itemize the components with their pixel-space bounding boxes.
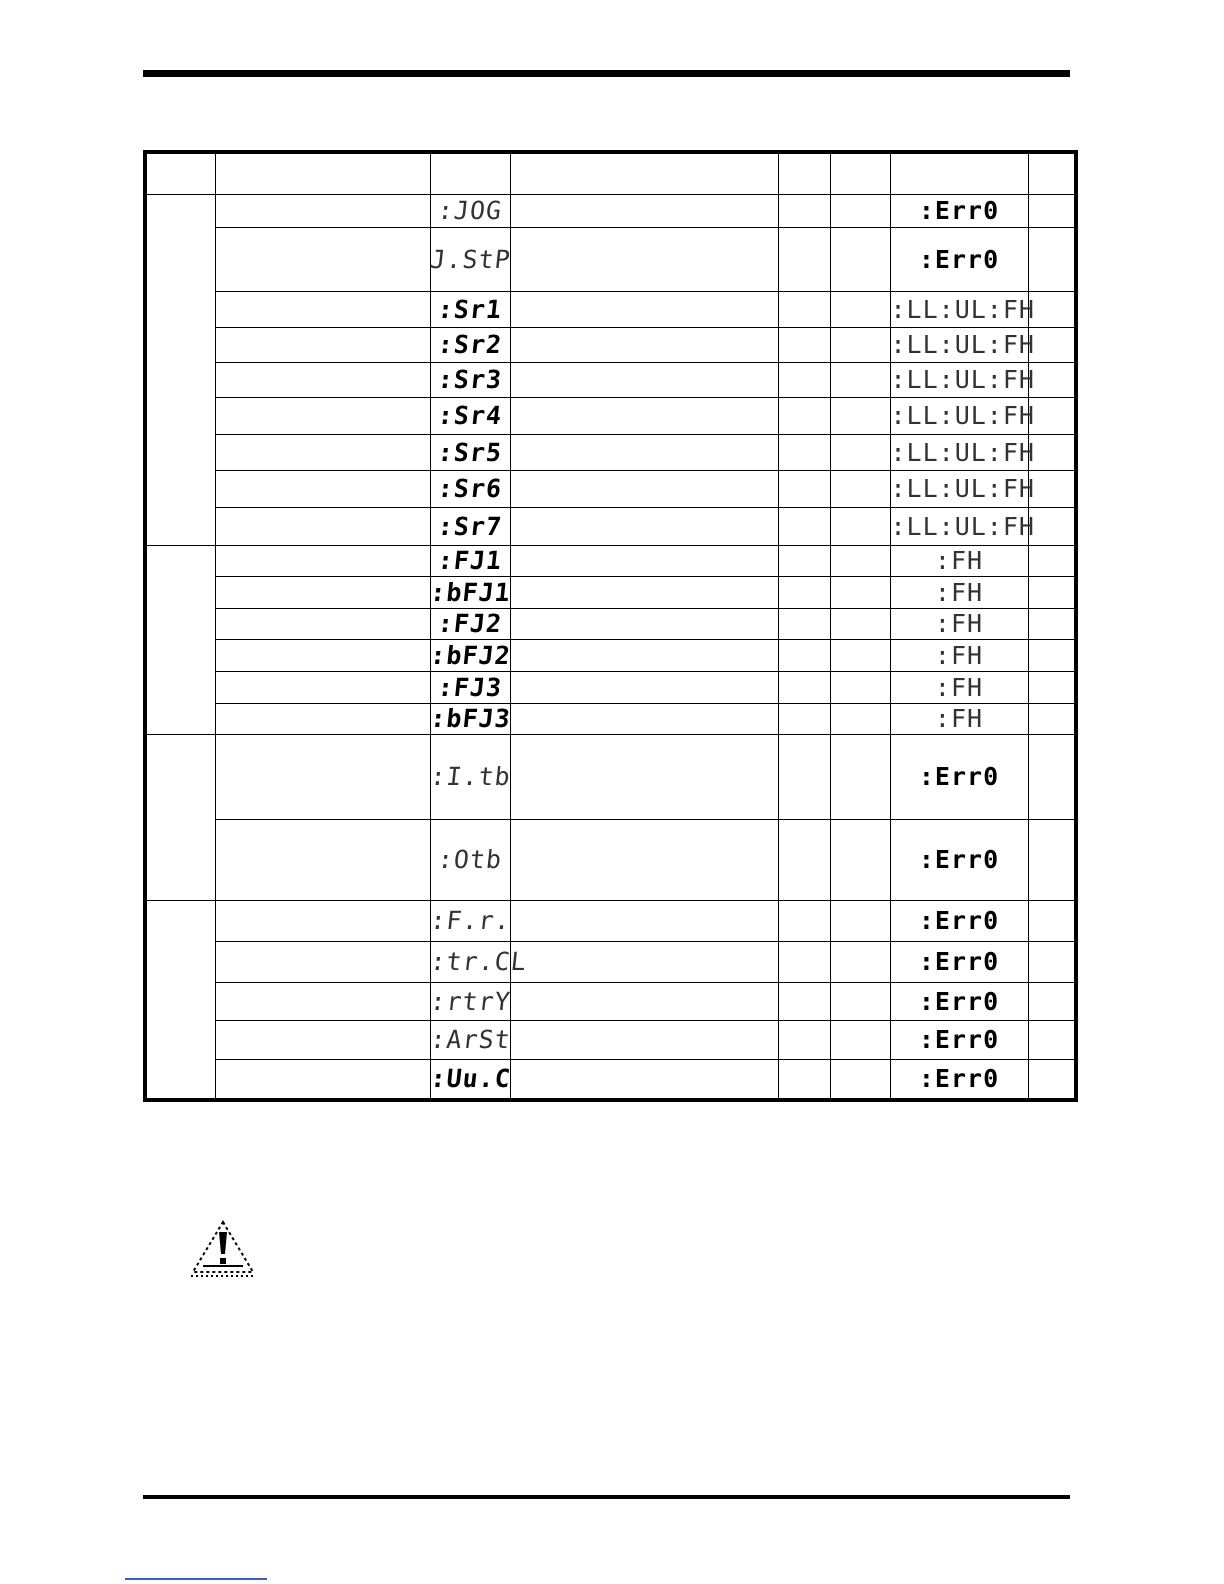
footer-rule <box>143 1495 1070 1499</box>
group-cell <box>145 734 215 900</box>
description-cell <box>510 1020 778 1059</box>
parameter-code: :FJ2 <box>428 608 511 639</box>
ref-cell <box>1028 608 1076 639</box>
table-row <box>145 470 1076 507</box>
table-row <box>145 734 1076 819</box>
range-cell <box>830 982 890 1020</box>
parameter-code: :F.r. <box>428 900 512 941</box>
description-cell <box>510 982 778 1020</box>
description-cell <box>510 327 778 362</box>
table-row <box>145 576 1076 608</box>
ref-cell <box>1028 327 1076 362</box>
group-cell <box>145 545 215 734</box>
parameter-code: :bFJ3 <box>428 704 513 733</box>
function-cell <box>215 703 430 734</box>
setting-value: :Err0 <box>890 227 1028 291</box>
description-cell <box>510 470 778 507</box>
range-cell <box>830 703 890 734</box>
ref-cell <box>1028 900 1076 941</box>
unit-cell <box>778 734 830 819</box>
parameter-code: :rtrY <box>428 982 512 1020</box>
description-cell <box>510 397 778 434</box>
range-cell <box>830 291 890 327</box>
parameter-code: :Uu.C <box>428 1059 512 1100</box>
table-row <box>145 941 1076 982</box>
table-row <box>145 362 1076 397</box>
function-cell <box>215 734 430 819</box>
table-row <box>145 227 1076 291</box>
setting-value: :Err0 <box>890 1020 1028 1059</box>
function-cell <box>215 545 430 576</box>
parameter-code: :JOG <box>428 194 511 227</box>
range-cell <box>830 819 890 900</box>
unit-cell <box>778 941 830 982</box>
unit-cell <box>778 703 830 734</box>
unit-cell <box>778 227 830 291</box>
ref-cell <box>1028 362 1076 397</box>
setting-value: :LL:UL:FH <box>890 291 1028 327</box>
table-row <box>145 397 1076 434</box>
setting-value: :FH <box>890 703 1028 734</box>
setting-value: :LL:UL:FH <box>890 327 1028 362</box>
description-cell <box>510 362 778 397</box>
unit-cell <box>778 194 830 227</box>
ref-cell <box>1028 194 1076 227</box>
table-row <box>145 982 1076 1020</box>
ref-cell <box>1028 507 1076 545</box>
parameter-code: :Sr3 <box>428 362 512 397</box>
range-cell <box>830 194 890 227</box>
description-cell <box>510 1059 778 1100</box>
table-row <box>145 819 1076 900</box>
function-cell <box>215 194 430 227</box>
range-cell <box>830 362 890 397</box>
table-row <box>145 671 1076 703</box>
function-cell <box>215 941 430 982</box>
unit-cell <box>778 608 830 639</box>
table-row <box>145 1059 1076 1100</box>
header-cell <box>1028 152 1076 194</box>
parameter-table <box>143 150 1078 1102</box>
range-cell <box>830 397 890 434</box>
function-cell <box>215 819 430 900</box>
unit-cell <box>778 397 830 434</box>
parameter-code: :Sr6 <box>428 470 512 507</box>
function-cell <box>215 291 430 327</box>
setting-value: :Err0 <box>890 900 1028 941</box>
range-cell <box>830 734 890 819</box>
unit-cell <box>778 470 830 507</box>
range-cell <box>830 576 890 608</box>
header-cell <box>215 152 430 194</box>
table-row <box>145 291 1076 327</box>
setting-value: :FH <box>890 671 1028 703</box>
header-cell <box>830 152 890 194</box>
header-cell <box>510 152 778 194</box>
parameter-code: :Sr7 <box>428 507 512 545</box>
function-cell <box>215 1059 430 1100</box>
ref-cell <box>1028 703 1076 734</box>
group-cell <box>145 194 215 545</box>
ref-cell <box>1028 734 1076 819</box>
ref-cell <box>1028 982 1076 1020</box>
function-cell <box>215 1020 430 1059</box>
table-row <box>145 327 1076 362</box>
range-cell <box>830 671 890 703</box>
description-cell <box>510 900 778 941</box>
header-cell <box>430 152 510 194</box>
description-cell <box>510 545 778 576</box>
header-rule <box>143 70 1070 77</box>
function-cell <box>215 982 430 1020</box>
setting-value: :Err0 <box>890 941 1028 982</box>
header-cell <box>890 152 1028 194</box>
ref-cell <box>1028 819 1076 900</box>
header-cell <box>145 152 215 194</box>
parameter-code: :bFJ2 <box>428 640 513 670</box>
function-cell <box>215 608 430 639</box>
ref-cell <box>1028 1059 1076 1100</box>
function-cell <box>215 327 430 362</box>
setting-value: :Err0 <box>890 819 1028 900</box>
group-cell <box>145 900 215 1100</box>
parameter-code: J.StP <box>427 227 514 291</box>
setting-value: :LL:UL:FH <box>890 362 1028 397</box>
description-cell <box>510 671 778 703</box>
setting-value: :LL:UL:FH <box>890 507 1028 545</box>
setting-value: :LL:UL:FH <box>890 397 1028 434</box>
parameter-code: :I.tb <box>426 734 515 819</box>
table-row <box>145 608 1076 639</box>
table-row <box>145 900 1076 941</box>
function-cell <box>215 576 430 608</box>
warning-triangle-icon <box>189 1218 257 1278</box>
parameter-code: :FJ3 <box>428 671 511 703</box>
ref-cell <box>1028 576 1076 608</box>
function-cell <box>215 639 430 671</box>
range-cell <box>830 941 890 982</box>
unit-cell <box>778 639 830 671</box>
ref-cell <box>1028 227 1076 291</box>
table-row <box>145 703 1076 734</box>
table-row <box>145 507 1076 545</box>
ref-cell <box>1028 397 1076 434</box>
parameter-code: :bFJ1 <box>428 577 513 607</box>
description-cell <box>510 434 778 470</box>
description-cell <box>510 639 778 671</box>
unit-cell <box>778 900 830 941</box>
description-cell <box>510 576 778 608</box>
description-cell <box>510 194 778 227</box>
ref-cell <box>1028 1020 1076 1059</box>
unit-cell <box>778 362 830 397</box>
setting-value: :FH <box>890 608 1028 639</box>
setting-value: :Err0 <box>890 194 1028 227</box>
description-cell <box>510 227 778 291</box>
function-cell <box>215 900 430 941</box>
ref-cell <box>1028 941 1076 982</box>
parameter-code: :Sr2 <box>428 327 512 362</box>
ref-cell <box>1028 639 1076 671</box>
setting-value: :FH <box>890 576 1028 608</box>
unit-cell <box>778 671 830 703</box>
range-cell <box>830 1020 890 1059</box>
table-row <box>145 639 1076 671</box>
setting-value: :Err0 <box>890 1059 1028 1100</box>
description-cell <box>510 734 778 819</box>
ref-cell <box>1028 545 1076 576</box>
parameter-code: :Sr4 <box>428 397 512 434</box>
parameter-code: :tr.CL <box>428 941 512 982</box>
parameter-code: :Otb <box>426 819 515 900</box>
parameter-code: :FJ1 <box>428 545 511 576</box>
description-cell <box>510 608 778 639</box>
function-cell <box>215 434 430 470</box>
range-cell <box>830 470 890 507</box>
unit-cell <box>778 434 830 470</box>
unit-cell <box>778 545 830 576</box>
header-cell <box>778 152 830 194</box>
table-row <box>145 434 1076 470</box>
table-row <box>145 1020 1076 1059</box>
function-cell <box>215 671 430 703</box>
description-cell <box>510 941 778 982</box>
footer-link-underline <box>125 1578 267 1580</box>
unit-cell <box>778 507 830 545</box>
parameter-code: :ArSt <box>428 1020 512 1059</box>
setting-value: :FH <box>890 545 1028 576</box>
range-cell <box>830 639 890 671</box>
description-cell <box>510 819 778 900</box>
range-cell <box>830 327 890 362</box>
unit-cell <box>778 327 830 362</box>
table-header-row <box>145 152 1076 194</box>
setting-value: :FH <box>890 639 1028 671</box>
ref-cell <box>1028 291 1076 327</box>
setting-value: :LL:UL:FH <box>890 434 1028 470</box>
ref-cell <box>1028 470 1076 507</box>
range-cell <box>830 608 890 639</box>
function-cell <box>215 397 430 434</box>
description-cell <box>510 291 778 327</box>
table-row <box>145 545 1076 576</box>
function-cell <box>215 470 430 507</box>
range-cell <box>830 227 890 291</box>
range-cell <box>830 1059 890 1100</box>
unit-cell <box>778 1020 830 1059</box>
range-cell <box>830 900 890 941</box>
unit-cell <box>778 291 830 327</box>
unit-cell <box>778 1059 830 1100</box>
parameter-code: :Sr5 <box>428 434 512 470</box>
function-cell <box>215 507 430 545</box>
description-cell <box>510 507 778 545</box>
range-cell <box>830 545 890 576</box>
function-cell <box>215 227 430 291</box>
parameter-code: :Sr1 <box>428 291 512 327</box>
description-cell <box>510 703 778 734</box>
table-row <box>145 194 1076 227</box>
ref-cell <box>1028 434 1076 470</box>
ref-cell <box>1028 671 1076 703</box>
unit-cell <box>778 819 830 900</box>
setting-value: :Err0 <box>890 982 1028 1020</box>
setting-value: :LL:UL:FH <box>890 470 1028 507</box>
unit-cell <box>778 576 830 608</box>
range-cell <box>830 434 890 470</box>
setting-value: :Err0 <box>890 734 1028 819</box>
unit-cell <box>778 982 830 1020</box>
function-cell <box>215 362 430 397</box>
range-cell <box>830 507 890 545</box>
